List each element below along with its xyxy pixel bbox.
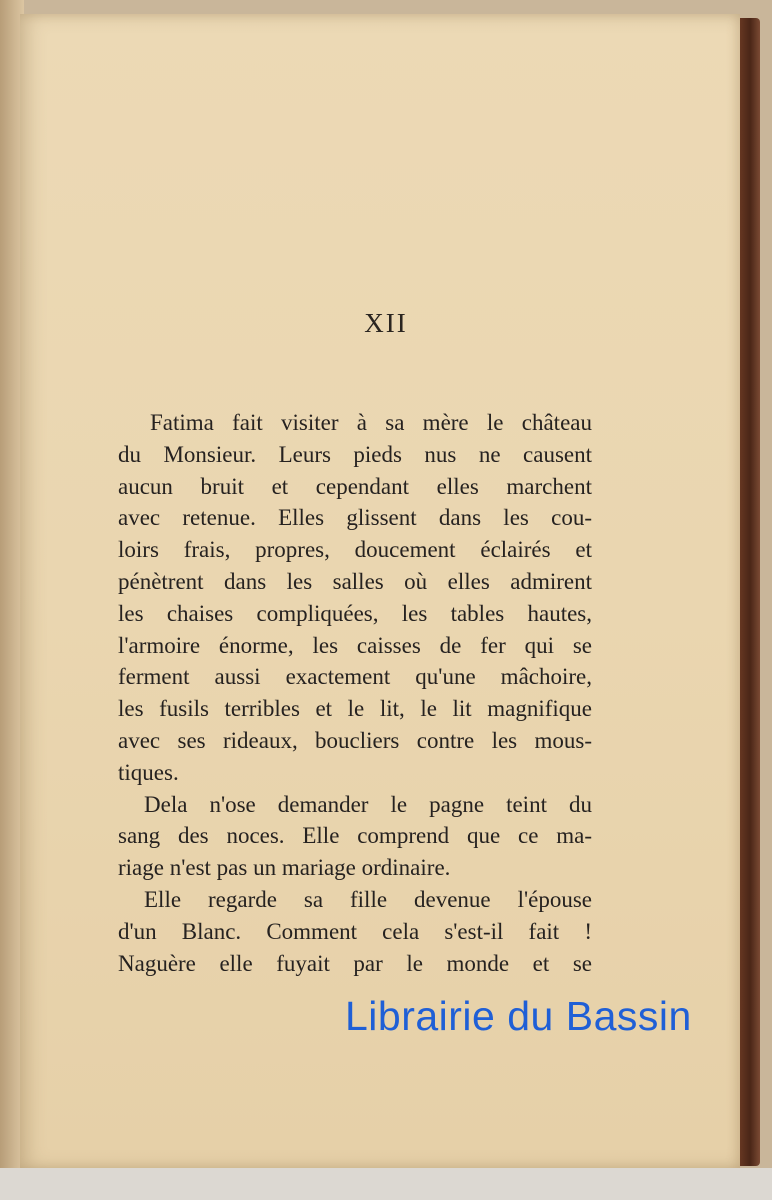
text-line: avec retenue. Elles glissent dans les cou- <box>118 505 592 531</box>
text-line: ferment aussi exactement qu'une mâchoire, <box>118 664 592 690</box>
text-line: sang des noces. Elle comprend que ce ma- <box>118 823 592 849</box>
text-line: Naguère elle fuyait par le monde et se <box>118 950 592 976</box>
text-line: avec ses rideaux, boucliers contre les mous- <box>118 727 592 753</box>
background-surface <box>0 1168 772 1200</box>
chapter-heading: XII <box>364 308 408 338</box>
text-line: riage n'est pas un mariage ordinaire. <box>118 855 451 881</box>
watermark: Librairie du Bassin <box>345 993 692 1039</box>
text-line: Elle regarde sa fille devenue l'épouse <box>144 886 592 912</box>
text-line: d'un Blanc. Comment cela s'est-il fait ! <box>118 918 592 944</box>
text-line: Dela n'ose demander le pagne teint du <box>144 791 592 817</box>
text-line: les chaises compliquées, les tables hautes, <box>118 600 592 626</box>
text-line: Fatima fait visiter à sa mère le château <box>150 410 592 435</box>
text-line: du Monsieur. Leurs pieds nus ne causent <box>118 441 592 467</box>
book-cover-edge <box>738 18 760 1166</box>
body-text <box>118 407 592 979</box>
text-line: tiques. <box>118 759 179 785</box>
text-line: loirs frais, propres, doucement éclairés et <box>118 537 592 563</box>
text-line: aucun bruit et cependant elles marchent <box>118 473 592 499</box>
text-line: les fusils terribles et le lit, le lit magnifique <box>118 696 592 722</box>
text-line: l'armoire énorme, les caisses de fer qui se <box>118 632 592 658</box>
text-line: pénètrent dans les salles où elles admirent <box>118 568 592 594</box>
